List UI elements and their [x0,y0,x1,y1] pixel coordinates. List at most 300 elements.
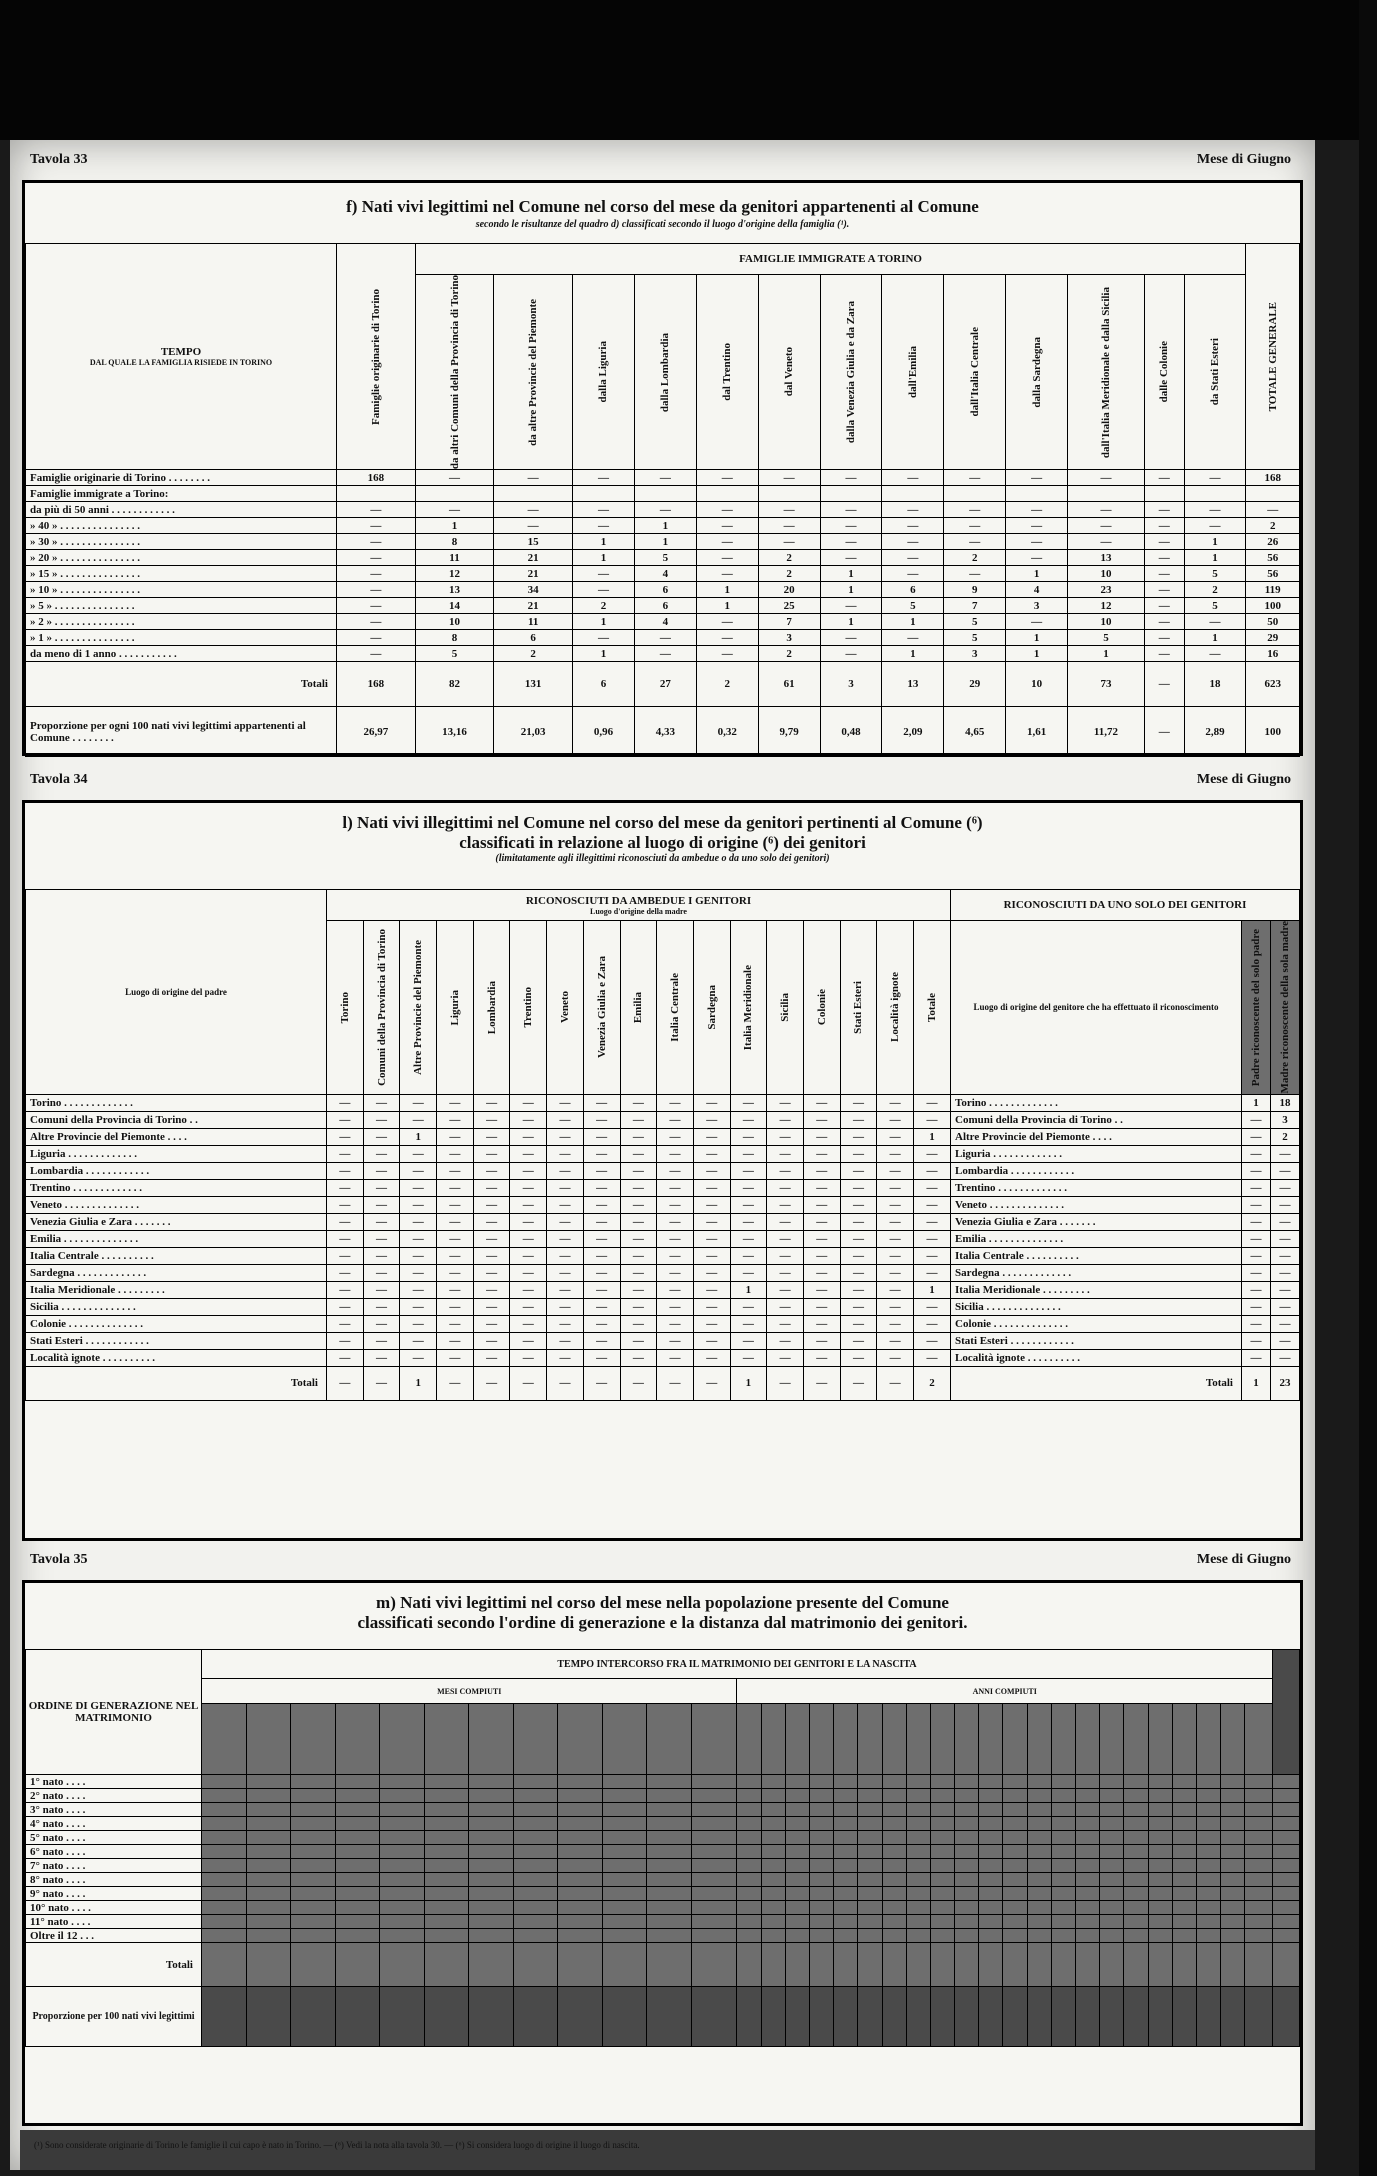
cell-total: 2 [1246,518,1300,534]
cell [820,486,882,502]
cell [691,1943,737,1987]
cell: — [547,1230,584,1247]
cell [1076,1775,1100,1789]
cell: — [473,1230,510,1247]
cell: 5 [944,630,1006,646]
cell [1124,1859,1148,1873]
cell [930,1803,954,1817]
cell [513,1845,558,1859]
cell [930,1859,954,1873]
cell: — [803,1094,840,1111]
col-header-text: dalla Sardegna [1030,336,1043,408]
cell: — [820,502,882,518]
cell: — [547,1128,584,1145]
cell: — [363,1230,400,1247]
cell: 13 [415,582,494,598]
cell [955,1859,979,1873]
cell: — [400,1298,437,1315]
cell: — [1271,1196,1300,1213]
cell: — [634,502,696,518]
cell [1051,1831,1075,1845]
cell [1027,1873,1051,1887]
cell [1148,1915,1172,1929]
row-label: Italia Centrale . . . . . . . . . . [26,1247,327,1264]
cell [1245,1873,1273,1887]
cell [647,1915,692,1929]
cell: 13 [882,662,944,707]
cell [955,1789,979,1803]
cell: — [510,1128,547,1145]
cell: — [547,1179,584,1196]
cell [1100,1929,1124,1943]
cell [785,1943,809,1987]
cell: — [583,1111,620,1128]
table-l-title: l) Nati vivi illegittimi nel Comune nel corso del mese da genitori pertinenti al Comune (⁶) [342,813,983,832]
col-header-cell [380,1704,425,1775]
cell: — [510,1145,547,1162]
cell [858,1859,882,1873]
cell: — [730,1230,767,1247]
cell [380,1901,425,1915]
cell: — [437,1332,474,1349]
cell [858,1789,882,1803]
table-row [26,646,1300,662]
row-label-right: Stati Esteri . . . . . . . . . . . . [951,1332,1242,1349]
cell [785,1789,809,1803]
row-label: » 40 » . . . . . . . . . . . . . . . [26,518,337,534]
cell [424,1887,469,1901]
cell-total: 56 [1246,566,1300,582]
cell: — [1271,1281,1300,1298]
cell [809,1803,833,1817]
cell: — [620,1162,657,1179]
table-l-title-3: (limitatamente agli illegittimi riconosciuti da ambedue o da uno solo dei genitori) [495,853,830,864]
cell: — [877,1128,914,1145]
cell [1027,1845,1051,1859]
cell [202,1901,247,1915]
cell: — [510,1179,547,1196]
cell [558,1817,603,1831]
cell [647,1845,692,1859]
cell: — [327,1162,364,1179]
cell: 20 [758,582,820,598]
cell [558,1859,603,1873]
col-header-text: dall'Emilia [906,346,919,399]
cell [979,1775,1003,1789]
cell [469,1803,514,1817]
cell [602,1775,647,1789]
cell: 131 [494,662,573,707]
cell [1148,1859,1172,1873]
col-header [803,921,840,1095]
cell: — [803,1281,840,1298]
cell [1051,1915,1075,1929]
cell: — [840,1349,877,1366]
cell-orig: 168 [337,470,416,486]
cell: — [767,1145,804,1162]
col-header [914,921,951,1095]
cell [1148,1929,1172,1943]
row-label: Stati Esteri . . . . . . . . . . . . [26,1332,327,1349]
cell [955,1831,979,1845]
cell: 9 [944,582,1006,598]
cell: — [1006,550,1068,566]
cell [691,1915,737,1929]
cell: — [363,1213,400,1230]
left-header: ORDINE DI GENERAZIONE NEL MATRIMONIO [26,1650,202,1775]
cell [1196,1929,1220,1943]
cell [634,486,696,502]
cell: — [803,1179,840,1196]
cell [558,1831,603,1845]
col-header [573,275,635,470]
cell [1221,1817,1245,1831]
cell [246,1817,291,1831]
col-header-cell [1003,1704,1027,1775]
cell [834,1929,858,1943]
cell: 1 [1242,1366,1271,1400]
cell: 5 [944,614,1006,630]
cell: — [730,1298,767,1315]
cell: — [437,1111,474,1128]
cell: — [914,1247,951,1264]
cell: 6 [573,662,635,707]
cell: — [820,518,882,534]
cell [1273,1943,1300,1987]
cell-orig: — [337,646,416,662]
cell [1172,1775,1196,1789]
cell: — [437,1264,474,1281]
cell: — [767,1349,804,1366]
col-header-cell [1076,1704,1100,1775]
row-label: » 10 » . . . . . . . . . . . . . . . [26,582,337,598]
table-row [26,1230,1300,1247]
right-subheader: Luogo di origine del genitore che ha effettuato il riconoscimento [951,921,1242,1095]
cell [979,1929,1003,1943]
cell: — [657,1349,694,1366]
cell: — [944,502,1006,518]
col-header-cell [1172,1704,1196,1775]
cell: — [730,1213,767,1230]
cell: — [327,1298,364,1315]
col-orig-header-text: Famiglie originarie di Torino [369,288,382,425]
cell: — [693,1179,730,1196]
table-row [26,630,1300,646]
cell [691,1859,737,1873]
cell: — [840,1315,877,1332]
cell [424,1987,469,2047]
cell: — [1006,534,1068,550]
cell [1273,1915,1300,1929]
cell [424,1929,469,1943]
cell [1221,1901,1245,1915]
table-row [26,614,1300,630]
cell: — [583,1315,620,1332]
cell [882,1915,906,1929]
cell: — [840,1213,877,1230]
row-label: Comuni della Provincia di Torino . . [26,1111,327,1128]
cell [1124,1987,1148,2047]
cell [1245,1929,1273,1943]
cell: 1 [1006,630,1068,646]
cell [906,1817,930,1831]
cell: — [363,1281,400,1298]
col-header [1068,275,1145,470]
cell [424,1943,469,1987]
row-label: » 5 » . . . . . . . . . . . . . . . [26,598,337,614]
cell [335,1987,380,2047]
cell: 10 [1068,614,1145,630]
cell: — [620,1111,657,1128]
row-label-right: Liguria . . . . . . . . . . . . . [951,1145,1242,1162]
cell [1148,1845,1172,1859]
row-label: Sardegna . . . . . . . . . . . . . [26,1264,327,1281]
cell: — [620,1315,657,1332]
cell [930,1831,954,1845]
cell [246,1915,291,1929]
cell [1148,1789,1172,1803]
cell [955,1901,979,1915]
cell: — [363,1298,400,1315]
cell [906,1901,930,1915]
cell [761,1789,785,1803]
cell: — [327,1332,364,1349]
cell: — [1068,518,1145,534]
cell: — [1242,1230,1271,1247]
table-row [26,1859,1300,1873]
col-header [634,275,696,470]
cell [1196,1859,1220,1873]
cell [858,1817,882,1831]
cell: — [693,1213,730,1230]
cell [1273,1803,1300,1817]
cell [558,1775,603,1789]
col-header-text: Madre riconoscente della sola madre [1279,921,1291,1094]
cell [761,1987,785,2047]
cell: 1 [573,646,635,662]
cell-total: 29 [1246,630,1300,646]
cell [380,1987,425,2047]
cell: — [877,1179,914,1196]
cell [469,1831,514,1845]
cell [1051,1943,1075,1987]
cell: 11 [494,614,573,630]
row-label: » 2 » . . . . . . . . . . . . . . . [26,614,337,630]
cell [1027,1831,1051,1845]
tavola-label: Tavola 33 [30,152,88,167]
cell: 2 [696,662,758,707]
cell [1003,1845,1027,1859]
col-header-text: Trentino [522,986,535,1028]
cell [834,1775,858,1789]
cell: — [573,630,635,646]
cell: — [620,1332,657,1349]
cell: — [882,550,944,566]
cell [955,1845,979,1859]
col-header-cell [1124,1704,1148,1775]
cell: — [803,1111,840,1128]
table-row [26,1111,1300,1128]
cell [647,1831,692,1845]
cell: — [1144,550,1184,566]
cell: 1 [914,1128,951,1145]
cell [1027,1775,1051,1789]
row-label: » 20 » . . . . . . . . . . . . . . . [26,550,337,566]
cell: 4 [1006,582,1068,598]
cell [906,1873,930,1887]
cell [785,1817,809,1831]
cell: — [767,1111,804,1128]
cell: — [657,1315,694,1332]
cell: — [693,1230,730,1247]
row-label: Famiglie immigrate a Torino: [26,486,337,502]
cell [647,1987,692,2047]
cell [1100,1873,1124,1887]
row-label-right: Torino . . . . . . . . . . . . . [951,1094,1242,1111]
cell: — [547,1298,584,1315]
table-row [26,1915,1300,1929]
cell: — [914,1196,951,1213]
cell: 12 [1068,598,1145,614]
cell [1148,1873,1172,1887]
cell: 4,65 [944,707,1006,757]
col-header-cell [882,1704,906,1775]
cell [691,1831,737,1845]
cell: — [730,1349,767,1366]
cell: — [620,1196,657,1213]
cell [1124,1915,1148,1929]
cell-total: 168 [1246,470,1300,486]
cell: 4 [634,566,696,582]
col-header-cell [291,1704,336,1775]
cell: — [696,470,758,486]
cell: 7 [944,598,1006,614]
cell [1245,1915,1273,1929]
cell: 21 [494,566,573,582]
cell [691,1987,737,2047]
col-header [494,275,573,470]
cell: — [363,1264,400,1281]
table-row [26,502,1300,518]
cell [202,1859,247,1873]
table-m-title-2: classificati secondo l'ordine di generazione e la distanza dal matrimonio dei genitori. [357,1613,968,1632]
cell [1245,1803,1273,1817]
cell: — [620,1213,657,1230]
cell: 1 [1242,1094,1271,1111]
cell [415,486,494,502]
cell [1124,1845,1148,1859]
cell [469,1915,514,1929]
cell: 10 [415,614,494,630]
cell: — [1242,1196,1271,1213]
cell: — [547,1111,584,1128]
cell [1003,1775,1027,1789]
cell [469,1887,514,1901]
table-row [26,1128,1300,1145]
col-header [767,921,804,1095]
cell: — [1006,470,1068,486]
col-header-cell [691,1704,737,1775]
cell: — [327,1315,364,1332]
cell [1245,1987,1273,2047]
cell: — [657,1332,694,1349]
cell: — [510,1230,547,1247]
cell [691,1789,737,1803]
cell [906,1987,930,2047]
cell: — [620,1264,657,1281]
cell [1273,1987,1300,2047]
table-row [26,1349,1300,1366]
cell [513,1831,558,1845]
group1-sub: Luogo d'origine della madre [590,906,687,916]
col-header [363,921,400,1095]
cell [834,1817,858,1831]
row-label: 3° nato . . . . [26,1803,202,1817]
cell: 1 [696,598,758,614]
cell-orig: — [337,614,416,630]
cell: — [803,1128,840,1145]
cell: — [693,1298,730,1315]
cell: — [914,1145,951,1162]
cell [1003,1887,1027,1901]
scan-top-border [0,0,1377,140]
row-label-right: Lombardia . . . . . . . . . . . . [951,1162,1242,1179]
cell: — [583,1162,620,1179]
cell: — [914,1349,951,1366]
cell [1172,1873,1196,1887]
cell [1076,1803,1100,1817]
cell [1221,1845,1245,1859]
cell [291,1943,336,1987]
table-row [26,1264,1300,1281]
cell [1027,1803,1051,1817]
cell: — [767,1162,804,1179]
col-header-cell [335,1704,380,1775]
cell [944,486,1006,502]
table-m [22,1580,1303,2126]
col-header-text: dal Veneto [783,347,796,397]
table-row [26,1196,1300,1213]
col-header-cell [979,1704,1003,1775]
cell: — [1242,1349,1271,1366]
cell: — [620,1230,657,1247]
cell: — [494,470,573,486]
cell [834,1915,858,1929]
cell [1221,1873,1245,1887]
cell: — [510,1196,547,1213]
cell [202,1873,247,1887]
cell [696,486,758,502]
cell [691,1803,737,1817]
cell: — [363,1162,400,1179]
cell [647,1775,692,1789]
cell: — [400,1111,437,1128]
total-col-header [1273,1650,1300,1775]
table-row [26,1775,1300,1789]
col-header [473,921,510,1095]
cell [979,1845,1003,1859]
col-header-text: Comuni della Provincia di Torino [375,928,388,1086]
cell [785,1915,809,1929]
proportion-label: Proporzione per 100 nati vivi legittimi [26,1987,202,2047]
cell: — [696,502,758,518]
cell [335,1873,380,1887]
cell: — [363,1179,400,1196]
cell: — [803,1162,840,1179]
cell [955,1987,979,2047]
col-header-text: Veneto [558,991,571,1024]
cell: — [400,1094,437,1111]
